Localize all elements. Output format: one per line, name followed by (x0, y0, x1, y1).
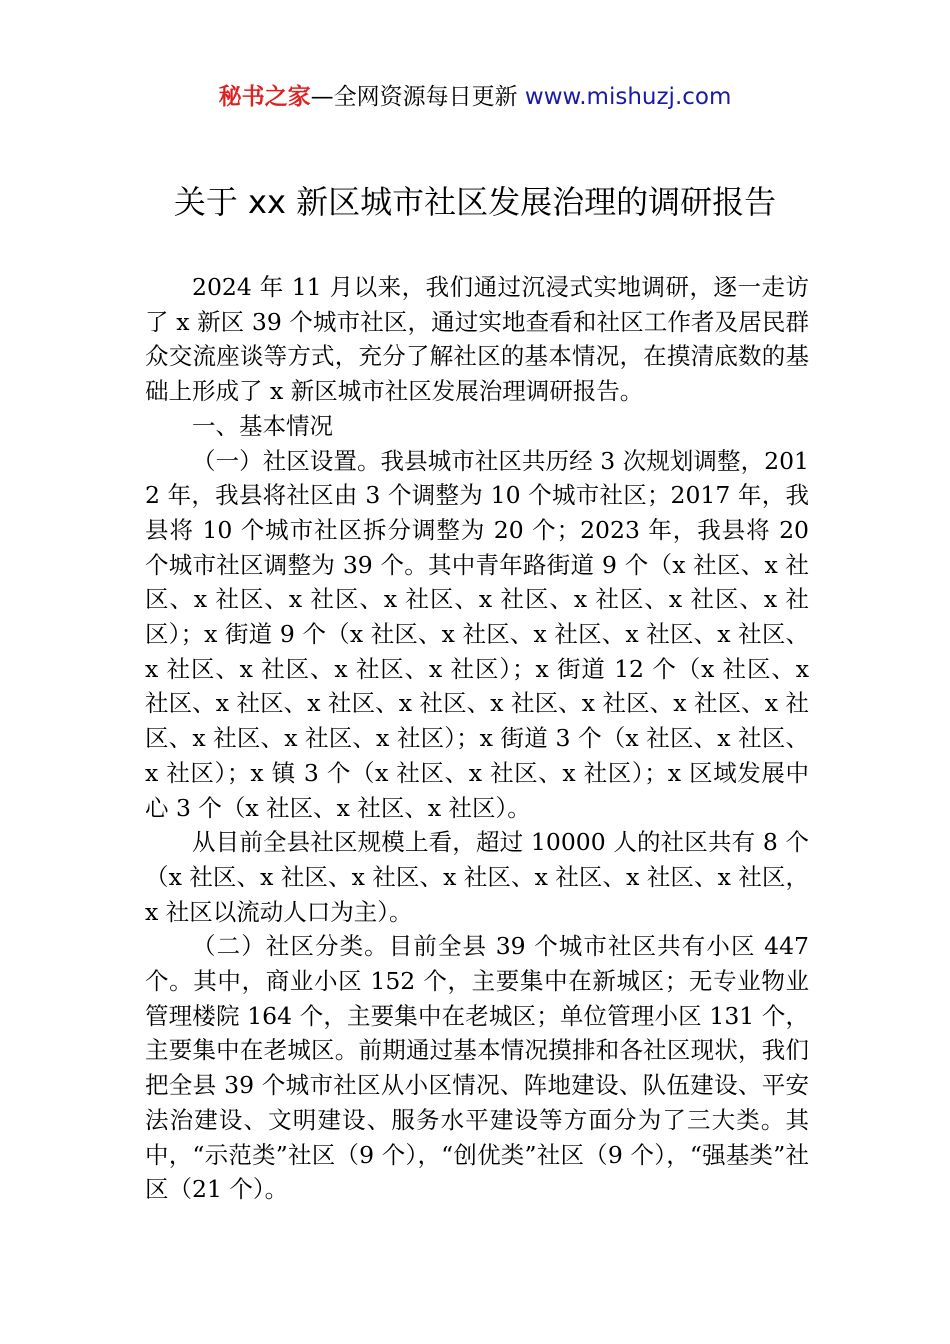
community-scale-paragraph: 从目前全县社区规模上看，超过 10000 人的社区共有 8 个（x 社区、x 社区、x 社区、x 社区、x 社区、x 社区、x 社区，x 社区以流动人口为主）。 (145, 828, 809, 926)
document-body (145, 270, 809, 1207)
community-setup-paragraph: （一）社区设置。我县城市社区共历经 3 次规划调整，2012 年，我县将社区由 3 个调整为 10 个城市社区；2017 年，我县将 10 个城市社区拆分调整为 20 个；2023 年，我县将 20 个城市社区调整为 39 个。其中青年路街道 9 个（x 社区、x 社区、x 社区、x 社区、x 社区、x 社区、x 社区、x 社区、x 社区）；x 街道 9 个（x 社区、x 社区、x 社区、x 社区、x 社区、x 社区、x 社区、x 社区、x 社区）；x 街道 12 个（x 社区、x 社区、x 社区、x 社区、x 社区、x 社区、x 社区、x 社区、x 社区、x 社区、x 社区、x 社区）；x 街道 3 个（x 社区、x 社区、x 社区）；x 镇 3 个（x 社区、x 社区、x 社区）；x 区域发展中心 3 个（x 社区、x 社区、x 社区）。 (145, 446, 809, 822)
site-header (0, 82, 950, 112)
intro-paragraph: 2024 年 11 月以来，我们通过沉浸式实地调研，逐一走访了 x 新区 39 个城市社区，通过实地查看和社区工作者及居民群众交流座谈等方式，充分了解社区的基本情况，在摸清底数的基础上形成了 x 新区城市社区发展治理调研报告。 (145, 273, 809, 406)
section-heading-basic-situation: 一、基本情况 (192, 411, 333, 440)
site-url-link[interactable]: www.mishuzj.com (524, 84, 732, 110)
site-brand: 秘书之家 (218, 84, 311, 110)
document-title: 关于 xx 新区城市社区发展治理的调研报告 (173, 183, 777, 221)
site-tagline: —全网资源每日更新 (310, 84, 525, 110)
community-classification-paragraph: （二）社区分类。目前全县 39 个城市社区共有小区 447 个。其中，商业小区 152 个，主要集中在新城区；无专业物业管理楼院 164 个，主要集中在老城区；单位管理小区 131 个，主要集中在老城区。前期通过基本情况摸排和各社区现状，我们把全县 39 个城市社区从小区情况、阵地建设、队伍建设、平安法治建设、文明建设、服务水平建设等方面分为了三大类。其中，“示范类”社区（9 个），“创优类”社区（9 个），“强基类”社区（21 个）。 (145, 932, 809, 1204)
